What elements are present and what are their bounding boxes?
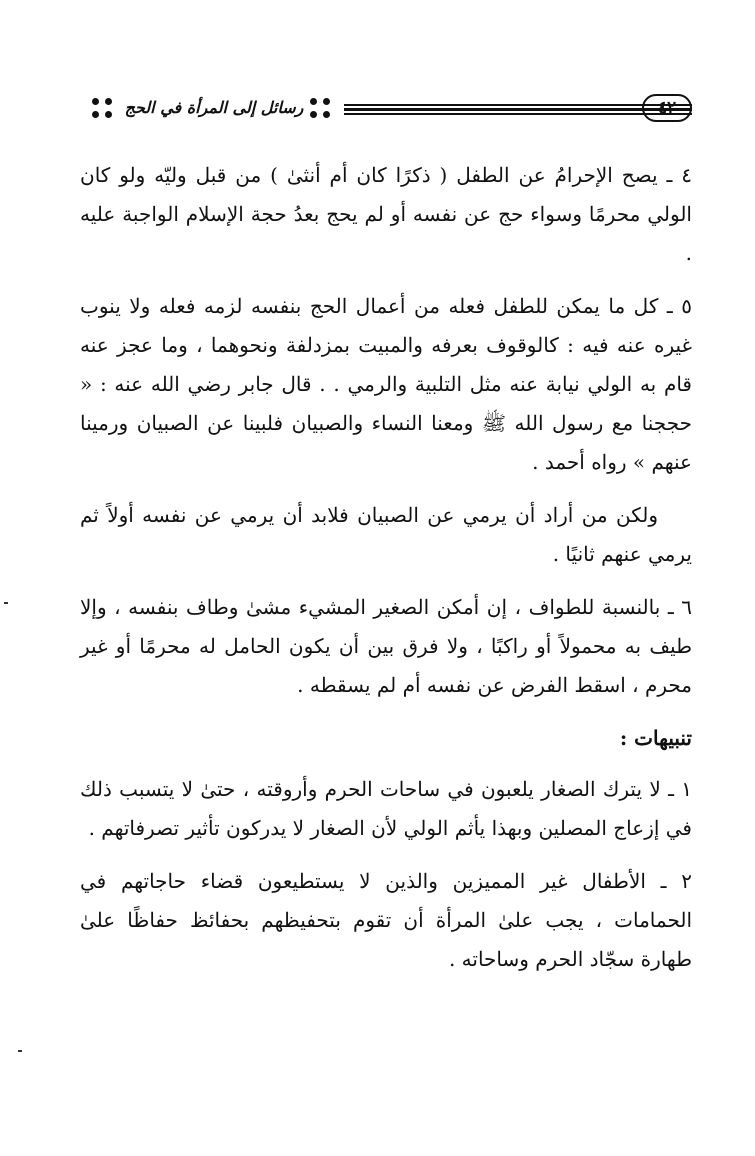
paragraph-4: ٤ ـ يصح الإحرامُ عن الطفل ( ذكرًا كان أم أنثىٰ ) من قبل وليّه ولو كان الولي محرمًا وسواء حج عن نفسه أو لم يحج بعدُ حجة الإسلام الواجبة عليه .	[80, 163, 692, 265]
page-number: ٤٢	[642, 94, 692, 122]
scan-speck	[4, 602, 8, 604]
running-title: رسائل إلى المرأة في الحج	[124, 98, 304, 117]
page-body	[80, 156, 692, 993]
ornament-dots-icon	[92, 98, 114, 120]
header-rule	[344, 104, 692, 114]
paragraph-5-continued: ولكن من أراد أن يرمي عن الصبيان فلابد أن يرمي عن نفسه أولاً ثم يرمي عنهم ثانيًا .	[80, 503, 692, 566]
running-header	[84, 92, 692, 132]
section-title: تنبيهات :	[619, 726, 692, 750]
paragraph-5: ٥ ـ كل ما يمكن للطفل فعله من أعمال الحج بنفسه لزمه فعله ولا ينوب غيره عنه فيه : كالوقوف بعرفه والمبيت بمزدلفة ونحوهما ، وما عجز عنه قام به الولي نيابة عنه مثل التلبية والرمي . . قال جابر رضي الله عنه : « حججنا مع رسول الله ﷺ ومعنا النساء والصبيان فلبينا عن الصبيان ورمينا عنهم » رواه أحمد .	[80, 294, 692, 474]
paragraph-6: ٦ ـ بالنسبة للطواف ، إن أمكن الصغير المشيء مشىٰ وطاف بنفسه ، وإلا طيف به محمولاً أو راكبًا ، ولا فرق بين أن يكون الحامل له محرمًا أو غير محرم ، اسقط الفرض عن نفسه أم لم يسقطه .	[80, 595, 693, 697]
ornament-dots-icon	[310, 98, 332, 120]
note-1: ١ ـ لا يترك الصغار يلعبون في ساحات الحرم وأروقته ، حتىٰ لا يتسبب ذلك في إزعاج المصلين وبهذا يأثم الولي لأن الصغار لا يدركون تأثير تصرفاتهم .	[80, 777, 692, 840]
note-2: ٢ ـ الأطفال غير المميزين والذين لا يستطيعون قضاء حاجاتهم في الحمامات ، يجب علىٰ المرأة أن تقوم بتحفيظهم بحفائظ حفاظًا علىٰ طهارة سجّاد الحرم وساحاته .	[80, 869, 692, 971]
scan-speck	[18, 1050, 22, 1052]
